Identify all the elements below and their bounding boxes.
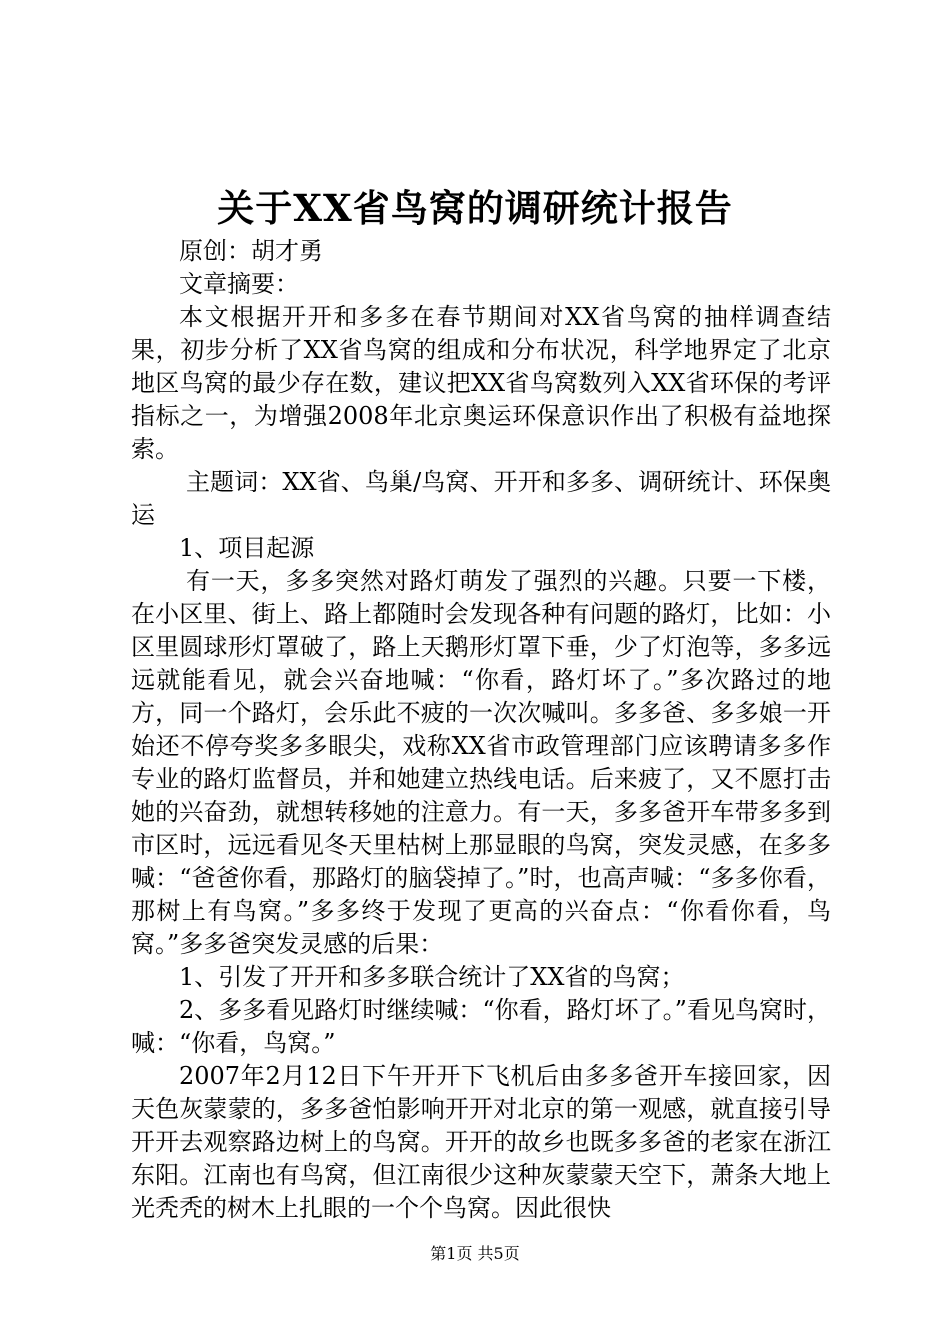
list-item: 1、引发了开开和多多联合统计了XX省的鸟窝；: [179, 963, 685, 991]
body-paragraph: 2007年2月12日下午开开下飞机后由多多爸开车接回家，因天色灰蒙蒙的，多多爸怕影响开开对北京的第一观感，就直接引导开开去观察路边树上的鸟窝。开开的故乡也既多多爸的老家在浙江东阳。江南也有鸟窝，但江南很少这种灰蒙蒙天空下，萧条大地上光秃秃的树木上扎眼的一个个鸟窝。因此很快: [131, 1062, 831, 1222]
abstract-heading: 文章摘要：: [179, 270, 299, 298]
page-footer: 第1页 共5页: [430, 1244, 520, 1263]
abstract-paragraph: 本文根据开开和多多在春节期间对XX省鸟窝的抽样调查结果，初步分析了XX省鸟窝的组成和分布状况，科学地界定了北京地区鸟窝的最少存在数，建议把XX省鸟窝数列入XX省环保的考评指标之一，为增强2008年北京奥运环保意识作出了积极有益地探索。: [131, 303, 831, 463]
author-line: 原创：胡才勇: [179, 237, 323, 265]
document-body: [131, 235, 831, 1225]
keywords-paragraph: 主题词：XX省、鸟巢/鸟窝、开开和多多、调研统计、环保奥运: [131, 468, 831, 529]
section-heading: 1、项目起源: [179, 534, 315, 562]
body-paragraph: 有一天，多多突然对路灯萌发了强烈的兴趣。只要一下楼，在小区里、街上、路上都随时会发现各种有问题的路灯，比如：小区里圆球形灯罩破了，路上天鹅形灯罩下垂，少了灯泡等，多多远远就能看见，就会兴奋地喊：“你看，路灯坏了。”多次路过的地方，同一个路灯，会乐此不疲的一次次喊叫。多多爸、多多娘一开始还不停夸奖多多眼尖，戏称XX省市政管理部门应该聘请多多作专业的路灯监督员，并和她建立热线电话。后来疲了，又不愿打击她的兴奋劲，就想转移她的注意力。有一天，多多爸开车带多多到市区时，远远看见冬天里枯树上那显眼的鸟窝，突发灵感，在多多喊：“爸爸你看，那路灯的脑袋掉了。”时，也高声喊：“多多你看，那树上有鸟窝。”多多终于发现了更高的兴奋点：“你看你看，鸟窝。”多多爸突发灵感的后果：: [131, 567, 831, 958]
document-title: 关于XX省鸟窝的调研统计报告: [217, 186, 733, 230]
list-item: 2、多多看见路灯时继续喊：“你看，路灯坏了。”看见鸟窝时，喊：“你看，鸟窝。”: [131, 996, 831, 1057]
